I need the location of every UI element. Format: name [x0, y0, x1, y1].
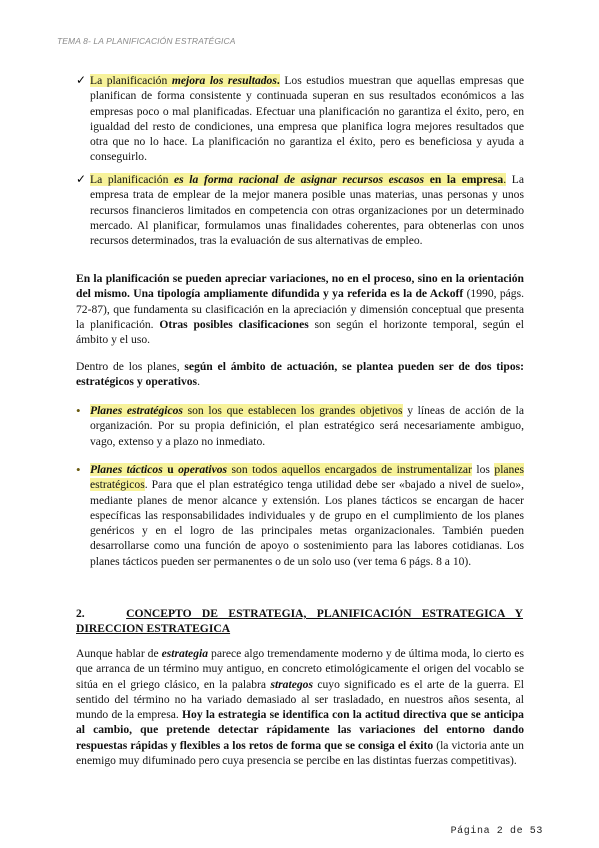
- paragraph-ambito: [76, 359, 524, 390]
- highlight-emphasis: Planes tácticos: [90, 463, 163, 476]
- body-text: (la victoria ante un enemigo muy difuminado pero cuya presencia se percibe en las distintas fuerzas competitivas).: [76, 738, 524, 768]
- bold-text: Otras posibles clasificaciones: [159, 317, 309, 331]
- body-text: cuyo significado es el arte de la guerra. El sentido del término no ha variado demasiado al ser trasladado, en nuestros años sesenta, al mundo de la empresa.: [76, 677, 524, 722]
- paragraph-estrategia: [76, 646, 524, 768]
- highlight-text: La planificación: [90, 173, 175, 186]
- highlight-text: planes estratégicos: [90, 463, 525, 492]
- body-text: (1990, págs. 72-87), que fundamenta su clasificación en la apreciación y dimensión conceptual que presenta la planificación.: [76, 287, 524, 331]
- bold-text: Hoy la estrategia se identifica con la actitud directiva que se anticipa al cambio, que pretende detectar rápidamente las variaciones del entorno dando respuestas rápidas y flexibles a los retos de forma que se consiga el éxito: [76, 708, 524, 752]
- highlight-emphasis: Planes estratégicos: [90, 404, 183, 417]
- highlight-text: son los que establecen los grandes objetivos: [182, 404, 403, 417]
- bullet-dot-icon: •: [76, 403, 81, 418]
- body-text: parece algo tremendamente moderno y de última moda, lo cierto es que arranca de un término muy antiguo, en concreto etimológicamente el origen del vocablo se sitúa en el griego clásico, en la palabra: [76, 647, 525, 691]
- bullet-dot-icon: •: [76, 462, 81, 477]
- bullet-planes-estrategicos: [90, 403, 524, 449]
- bullet-planes-tacticos: [90, 462, 524, 569]
- highlight-text: .: [276, 74, 280, 87]
- highlight-text: .: [503, 173, 507, 186]
- running-header: TEMA 8- LA PLANIFICACIÓN ESTRATÉGICA: [57, 36, 236, 46]
- body-text: La empresa trata de emplear de la mejor manera posible unas materias, unas personas y unos recursos financieros limitados en competencia con otras organizaciones por un determinado mercado. Al planificar, formulamos unas finalidades coherentes, para obtenerlas con unos recursos determinados, tras la evaluación de sus alternativas de empleo.: [90, 173, 525, 248]
- highlight-text: u: [162, 463, 179, 476]
- highlight-text: son todos aquellos encargados de instrumentalizar: [227, 463, 472, 476]
- section-number: 2.: [76, 607, 85, 620]
- highlight-text: en la empresa: [424, 173, 504, 186]
- paragraph-tipologia: [76, 271, 524, 347]
- highlight-emphasis: es la forma racional de asignar recursos escasos: [174, 173, 425, 186]
- body-text: .: [197, 375, 200, 389]
- highlight-emphasis: operativos: [178, 463, 228, 476]
- bold-italic-term: estrategia: [161, 647, 209, 660]
- bold-text: según el ámbito de actuación, se plantea pueden ser de dos tipos: estratégicos y operativos: [76, 360, 524, 389]
- checkmark-icon: ✓: [76, 73, 87, 87]
- highlight-text: La planificación: [90, 74, 172, 87]
- body-text: y líneas de acción de la organización. Por su propia definición, el plan estratégico será necesariamente ambiguo, vago, extenso y a plazo no inmediato.: [90, 404, 524, 448]
- section-title: CONCEPTO DE ESTRATEGIA, PLANIFICACIÓN ESTRATEGICA Y DIRECCION ESTRATEGICA: [76, 607, 524, 635]
- body-text: son según el horizonte temporal, según el ámbito y el uso.: [76, 317, 524, 347]
- bold-text: En la planificación se pueden apreciar variaciones, no en el proceso, sino en la orientación del mismo. Una tipología ampliamente difundida y ya referida es la de Ackoff: [76, 272, 524, 301]
- body-text: . Para que el plan estratégico tenga utilidad debe ser «bajado a nivel de suelo», mediante planes de menor alcance y extensión. Los planes tácticos se encargan de hacer específicas las responsabilidades individuales y de grupo en el cumplimiento de los planes genéricos y en el logro de las principales metas organizacionales. También pueden desarrollarse como una función de apoyo o sostenimiento para las labores cotidianas. Los planes tácticos pueden ser permanentes o de un solo uso (ver tema 6 págs. 8 a 10).: [90, 478, 524, 568]
- highlight-emphasis: mejora los resultados: [171, 74, 277, 87]
- body-text: Los estudios muestran que aquellas empresas que planifican de forma consistente y continuada superan en sus resultados económicos a las empresas poco o mal planificadas. Efectuar una planificación no garantiza el éxito, pero, en igualdad del resto de condiciones, una empresa que planifica logra mejores resultados que otra que no lo hace. La planificación no garantiza el éxito, pero es beneficiosa y ayuda a conseguirlo.: [90, 74, 525, 164]
- body-text: los: [471, 463, 495, 476]
- bold-italic-term: strategos: [270, 677, 313, 691]
- bullet-mejora-resultados: [90, 73, 524, 165]
- section-heading: [76, 606, 523, 636]
- body-text: Dentro de los planes,: [76, 360, 185, 373]
- page-number: Página 2 de 53: [450, 826, 543, 837]
- bullet-asignar-recursos: [90, 172, 524, 248]
- body-text: Aunque hablar de: [76, 647, 162, 660]
- checkmark-icon: ✓: [76, 172, 87, 186]
